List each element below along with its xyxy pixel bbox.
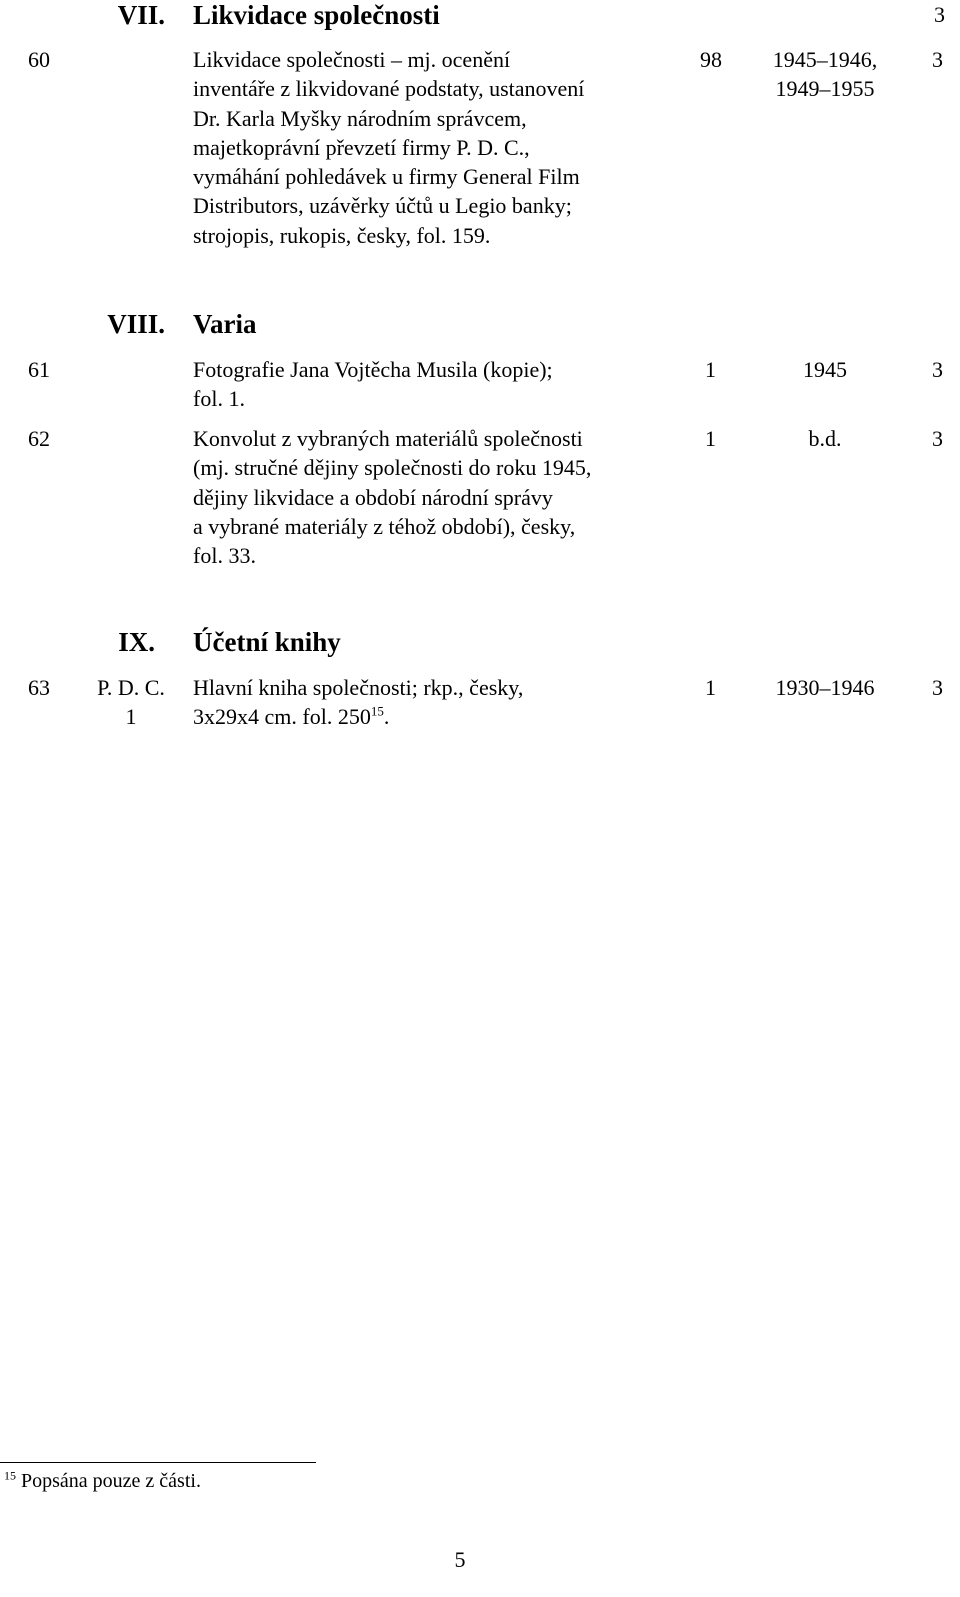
- date-range: b.d.: [808, 426, 842, 451]
- footnote-mark: 15: [4, 1468, 16, 1483]
- footnote-reference: 15: [370, 703, 384, 719]
- box-number: 3: [932, 675, 943, 700]
- page-corner-fragment: 3: [934, 2, 945, 27]
- folio-count: 1: [705, 426, 716, 451]
- box-number: 3: [932, 426, 943, 451]
- folio-count: 1: [705, 357, 716, 382]
- signature: P. D. C. 1: [97, 675, 165, 730]
- box-number: 3: [932, 357, 943, 382]
- section-numeral: IX.: [118, 627, 155, 657]
- box-number: 3: [932, 47, 943, 72]
- folio-count: 1: [705, 675, 716, 700]
- entry-description: Konvolut z vybraných materiálů společnosti (mj. stručné dějiny společnosti do roku 1945, dějiny likvidace a období národní správy a vybrané materiály z téhož období), česky, fol. 33.: [193, 426, 592, 569]
- entry-description: Likvidace společnosti – mj. ocenění inventáře z likvidované podstaty, ustanovení Dr. Karla Myšky národním správcem, majetkoprávní převzetí firmy P. D. C., vymáhání pohledávek u firmy General Film Distributors, uzávěrky účtů u Legio banky; strojopis, rukopis, česky, fol. 159.: [193, 47, 585, 248]
- page-number: 5: [454, 1547, 466, 1572]
- inventory-number: 62: [28, 426, 50, 451]
- entry-description: Hlavní kniha společnosti; rkp., česky, 3x29x4 cm. fol. $250^{15}$.: [193, 675, 524, 730]
- folio-count: 98: [700, 47, 722, 72]
- section-numeral: VII.: [117, 0, 165, 30]
- date-range: 1945–1946, 1949–1955: [772, 47, 878, 102]
- date-range: 1945: [803, 357, 847, 382]
- section-title: Likvidace společnosti: [193, 0, 440, 30]
- section-numeral: VIII.: [107, 309, 165, 339]
- date-range: 1930–1946: [775, 675, 875, 700]
- footnote-text: Popsána pouze z části.: [21, 1470, 201, 1492]
- section-title: Účetní knihy: [193, 627, 341, 657]
- entry-description: Fotografie Jana Vojtěcha Musila (kopie); fol. 1.: [193, 357, 553, 412]
- inventory-number: 61: [28, 357, 50, 382]
- section-title: Varia: [193, 309, 257, 339]
- inventory-number: 63: [28, 675, 50, 700]
- inventory-number: 60: [28, 47, 50, 72]
- footnote-separator: [0, 1462, 316, 1463]
- footnote: [4, 1470, 201, 1493]
